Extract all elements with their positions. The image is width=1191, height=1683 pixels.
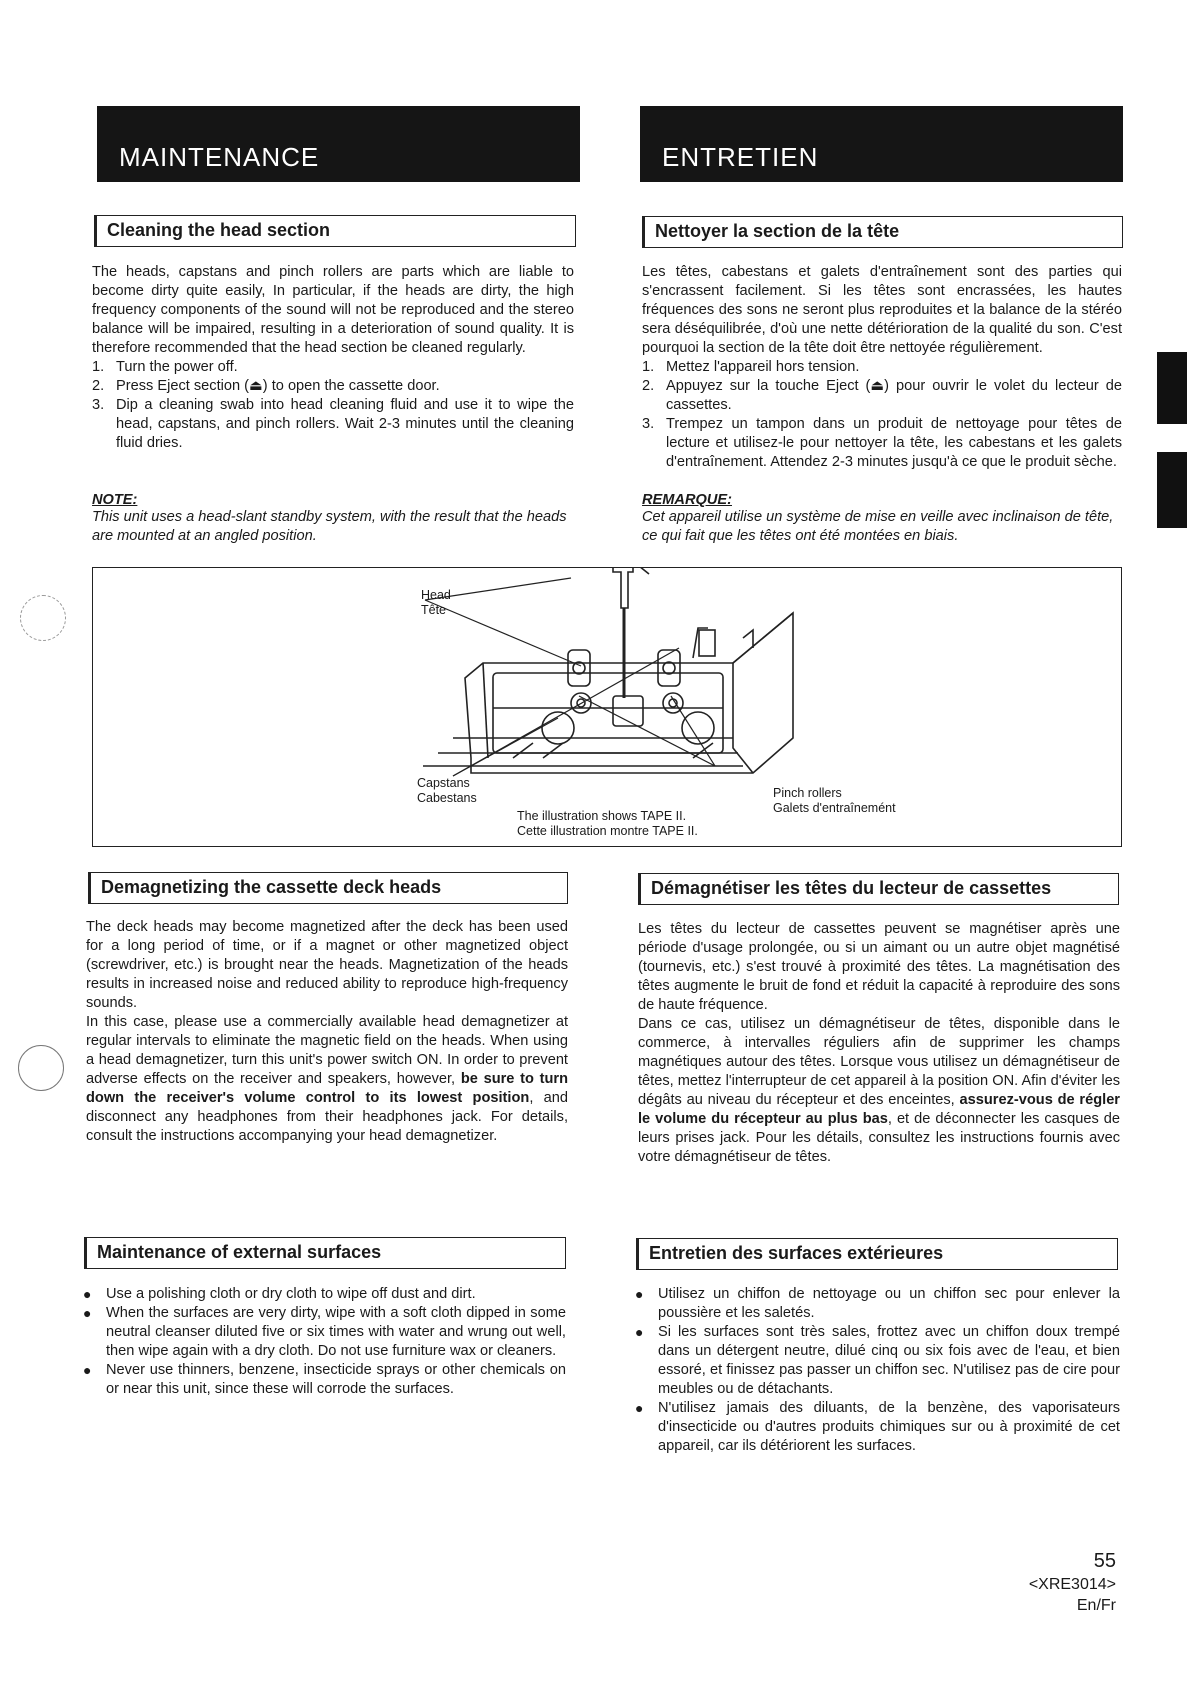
- note-title: NOTE:: [92, 492, 138, 508]
- step-item: 1. Turn the power off.: [92, 359, 238, 375]
- side-tab: [1157, 352, 1187, 424]
- list-item: ● N'utilisez jamais des diluants, de la benzène, des vaporisateurs d'insecticide ou d'autres produits chimiques sur ou à proximité de cet appareil, car ils détériorent les surfaces.: [635, 1400, 1120, 1454]
- exterieures-bullets: [632, 1285, 1120, 1456]
- cleaning-steps: [92, 358, 574, 453]
- language-code: En/Fr: [1076, 1597, 1116, 1614]
- demag-fr-body: [638, 920, 1120, 1167]
- side-tab: [1157, 452, 1187, 528]
- external-bullets: [80, 1285, 566, 1399]
- section-heading-external: Maintenance of external surfaces: [84, 1237, 566, 1269]
- page-footer: [956, 1548, 1116, 1616]
- section-heading-exterieures: Entretien des surfaces extérieures: [636, 1238, 1118, 1270]
- remarque-block: [642, 492, 1122, 546]
- nettoyer-steps: [642, 358, 1122, 472]
- page-number: 55: [1093, 1550, 1116, 1572]
- banner-entretien: [640, 106, 1123, 182]
- section-heading-demagnetizing: Demagnetizing the cassette deck heads: [88, 872, 568, 904]
- binder-hole-mark: [20, 595, 66, 641]
- demag-fr-para-2: Dans ce cas, utilisez un démagnétiseur de têtes, disponible dans le commerce, à intervalles réguliers afin de supprimer les champs magnétiques autour des têtes. Lorsque vous utilisez un démagnétiseur de têtes, mettez l'interrupteur de cet appareil à la position ON. Afin d'éviter les dégâts au niveau du récepteur et des enceintes, assurez-vous de régler le volume du récepteur au plus bas, et de déconnecter les casques de leurs prises jack. Pour les détails, consultez les instructions fournis avec votre démagnétiseur de têtes.: [638, 1016, 1120, 1165]
- label-capstans: Capstans Cabestans: [417, 776, 477, 805]
- doc-code: <XRE3014>: [1028, 1576, 1116, 1593]
- cleaning-intro: The heads, capstans and pinch rollers are parts which are liable to become dirty quite easily, In particular, if the heads are dirty, the high frequency components of the sound will not be reproduced and the stereo balance will be impaired, resulting in a deterioration of sound quality. It is therefore recommended that the head section be cleaned regularly.: [92, 264, 574, 356]
- step-item: 2. Press Eject section (⏏) to open the cassette door.: [92, 378, 440, 394]
- demag-body: [86, 918, 568, 1146]
- nettoyer-body: [642, 263, 1122, 472]
- section-heading-cleaning: Cleaning the head section: [94, 215, 576, 247]
- nettoyer-intro: Les têtes, cabestans et galets d'entraînement sont des parties qui s'encrassent facilement. Si les têtes sont encrassées, les hautes fréquences des sons ne seront plus reproduites et la balance de la stéréo sera déséquilibrée, d'où une nette détérioration de la qualité du son. C'est pourquoi la section de la tête doit être nettoyée régulièrement.: [642, 264, 1122, 356]
- list-item: ● Use a polishing cloth or dry cloth to wipe off dust and dirt.: [83, 1286, 476, 1302]
- step-item: 3. Trempez un tampon dans un produit de nettoyage pour têtes de lecture et utilisez-le pour nettoyer la tête, les cabestans et les galets d'entraînement. Attendez 2-3 minutes jusqu'à ce que le produit sèche.: [642, 416, 1122, 470]
- banner-title: MAINTENANCE: [119, 142, 320, 172]
- note-body: This unit uses a head-slant standby system, with the result that the heads are mounted at an angled position.: [92, 509, 567, 544]
- section-heading-nettoyer: Nettoyer la section de la tête: [642, 216, 1123, 248]
- section-heading-demagnetiser: Démagnétiser les têtes du lecteur de cassettes: [638, 873, 1119, 905]
- note-title: REMARQUE:: [642, 492, 732, 508]
- figure-cassette-deck: [92, 567, 1122, 847]
- step-item: 3. Dip a cleaning swab into head cleaning fluid and use it to wipe the head, capstans, and pinch rollers. Wait 2-3 minutes until the cleaning fluid dries.: [92, 397, 574, 451]
- binder-hole-mark: [18, 1045, 64, 1091]
- list-item: ● Si les surfaces sont très sales, frottez avec un chiffon doux trempé dans un détergent neutre, dilué cinq ou six fois avec de l'eau, et bien essoré, et finissez pas passer un chiffon sec. N'utilisez pas de cire pour meubles ou de détachants.: [635, 1324, 1120, 1397]
- cleaning-body: [92, 263, 574, 453]
- list-item: ● Never use thinners, benzene, insecticide sprays or other chemicals on or near this unit, since these will corrode the surfaces.: [83, 1362, 566, 1397]
- list-item: ● When the surfaces are very dirty, wipe with a soft cloth dipped in some neutral cleanser diluted five or six times with water and wrung out well, then wipe again with a dry cloth. Do not use furniture wax or cleaners.: [83, 1305, 566, 1359]
- banner-maintenance: [97, 106, 580, 182]
- deck-illustration: [93, 568, 1121, 846]
- demag-fr-para-1: Les têtes du lecteur de cassettes peuvent se magnétiser après une période d'usage prolongée, ou si un aimant ou un autre objet magnétisé (tournevis, etc.) s'est trouvé à proximité des têtes. La magnétisation des têtes augmente le bruit de fond et réduit la capacité à reproduire des sons de haute fréquence.: [638, 921, 1120, 1013]
- label-pinch-rollers: Pinch rollers Galets d'entraînemént: [773, 786, 896, 815]
- step-item: 2. Appuyez sur la touche Eject (⏏) pour ouvrir le volet du lecteur de cassettes.: [642, 378, 1122, 413]
- note-body: Cet appareil utilise un système de mise en veille avec inclinaison de tête, ce qui fait que les têtes ont été montées en biais.: [642, 509, 1114, 544]
- banner-title: ENTRETIEN: [662, 142, 819, 172]
- figure-caption: The illustration shows TAPE II. Cette illustration montre TAPE II.: [517, 809, 698, 838]
- note-block: [92, 492, 574, 546]
- step-item: 1. Mettez l'appareil hors tension.: [642, 359, 860, 375]
- demag-para-1: The deck heads may become magnetized after the deck has been used for a long period of time, or if a magnet or other magnetized object (screwdriver, etc.) is brought near the heads. Magnetization of the heads results in increased noise and reduced ability to reproduce high-frequency sounds.: [86, 919, 568, 1011]
- demag-para-2: In this case, please use a commercially available head demagnetizer at regular intervals to eliminate the magnetic field on the heads. When using a head demagnetizer, turn this unit's power switch ON. In order to prevent adverse effects on the receiver and speakers, however, be sure to turn down the receiver's volume control to its lowest position, and disconnect any headphones from their headphones jack. For details, consult the instructions accompanying your head demagnetizer.: [86, 1014, 568, 1144]
- list-item: ● Utilisez un chiffon de nettoyage ou un chiffon sec pour enlever la poussière et les saletés.: [635, 1286, 1120, 1321]
- label-head: Head Tête: [421, 588, 451, 617]
